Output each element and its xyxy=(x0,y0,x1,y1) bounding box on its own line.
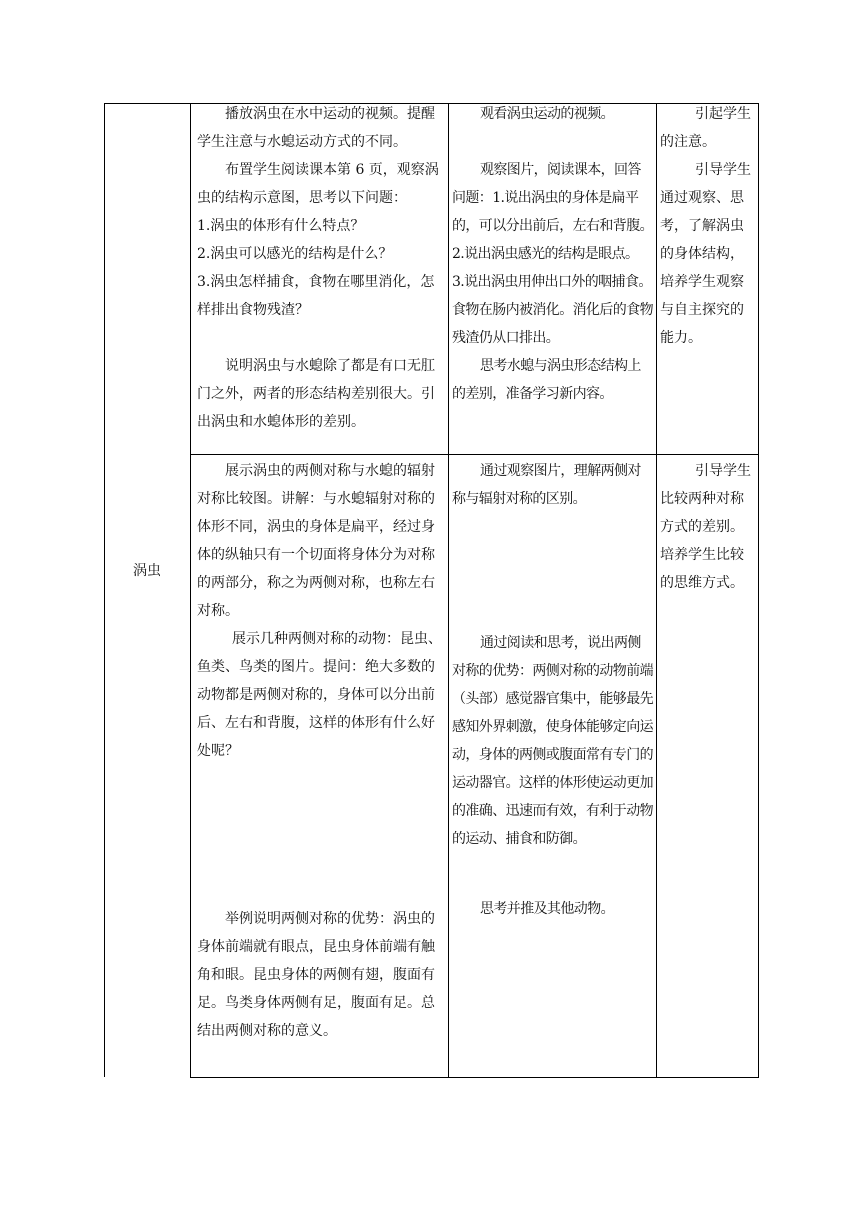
col-border-student xyxy=(656,103,657,1078)
student-text: 通过阅读和思考，说出两侧对称的优势：两侧对称的动物前端（头部）感觉器官集中，能够最先感知外界刺激，使身体能够定向运动，身体的两侧或腹面常有专门的运动器官。这样的体形使运动更加的准确、迅速而有效，有利于动物的运动、捕食和防御。 xyxy=(452,635,653,847)
student-text: 观看涡虫运动的视频。 xyxy=(480,106,614,122)
student-text: 观察图片，阅读课本，回答问题：1.说出涡虫的身体是扁平的，可以分出前后，左右和背腹。2.说出涡虫感光的结构是眼点。 xyxy=(452,162,653,262)
col-border-right xyxy=(758,103,759,1078)
teacher-text: 展示几种两侧对称的动物：昆虫、鱼类、鸟类的图片。提问：绝大多数的动物都是两侧对称的，身体可以分出前后、左右和背腹，这样的体形有什么好处呢？ xyxy=(197,631,442,759)
row1-intent-cell xyxy=(660,100,756,352)
row1-teacher-cell xyxy=(197,100,443,436)
question-item: 1.涡虫的体形有什么特点？ xyxy=(197,218,365,234)
teacher-text: 举例说明两侧对称的优势：涡虫的身体前端就有眼点，昆虫身体前端有触角和眼。昆虫身体的两侧有翅，腹面有足。鸟类身体两侧有足，腹面有足。总结出两侧对称的意义。 xyxy=(197,911,435,1039)
student-text: 思考并推及其他动物。 xyxy=(480,901,614,917)
row2-intent-cell xyxy=(660,457,756,597)
row2-student-cell xyxy=(452,457,654,923)
col-border-teacher xyxy=(448,103,449,1078)
student-text: 3.说出涡虫用伸出口外的咽捕食。食物在肠内被消化。消化后的食物残渣仍从口排出。 xyxy=(452,274,653,346)
teacher-text: 展示涡虫的两侧对称与水螅的辐射对称比较图。讲解：与水螅辐射对称的体形不同，涡虫的身体是扁平，经过身体的纵轴只有一个切面将身体分为对称的两部分，称之为两侧对称，也称左右对称。 xyxy=(197,463,435,619)
teacher-text: 说明涡虫与水螅除了都是有口无肛门之外，两者的形态结构差别很大。引出涡虫和水螅体形的差别。 xyxy=(197,358,435,430)
table-bottom-border xyxy=(190,1077,759,1078)
teacher-text: 布置学生阅读课本第 6 页，观察涡虫的结构示意图，思考以下问题： xyxy=(197,162,439,206)
intent-text: 引导学生比较两种对称方式的差别。培养学生比较的思维方式。 xyxy=(660,463,751,591)
intent-text: 引起学生的注意。 xyxy=(660,106,751,150)
teacher-text: 播放涡虫在水中运动的视频。提醒学生注意与水螅运动方式的不同。 xyxy=(197,106,435,150)
row-divider xyxy=(190,454,759,455)
col-border-topic xyxy=(190,103,191,1078)
intent-text: 引导学生通过观察、思考，了解涡虫的身体结构，培养学生观察与自主探究的能力。 xyxy=(660,162,751,346)
topic-cell: 涡虫 xyxy=(133,563,161,579)
row2-teacher-cell xyxy=(197,457,443,1045)
row1-student-cell xyxy=(452,100,654,408)
col-border-left xyxy=(104,103,105,1077)
student-text: 思考水螅与涡虫形态结构上的差别，准备学习新内容。 xyxy=(452,358,641,402)
question-item: 3.涡虫怎样捕食，食物在哪里消化，怎样排出食物残渣？ xyxy=(197,274,435,318)
question-item: 2.涡虫可以感光的结构是什么？ xyxy=(197,246,393,262)
student-text: 通过观察图片，理解两侧对称与辐射对称的区别。 xyxy=(452,463,641,507)
